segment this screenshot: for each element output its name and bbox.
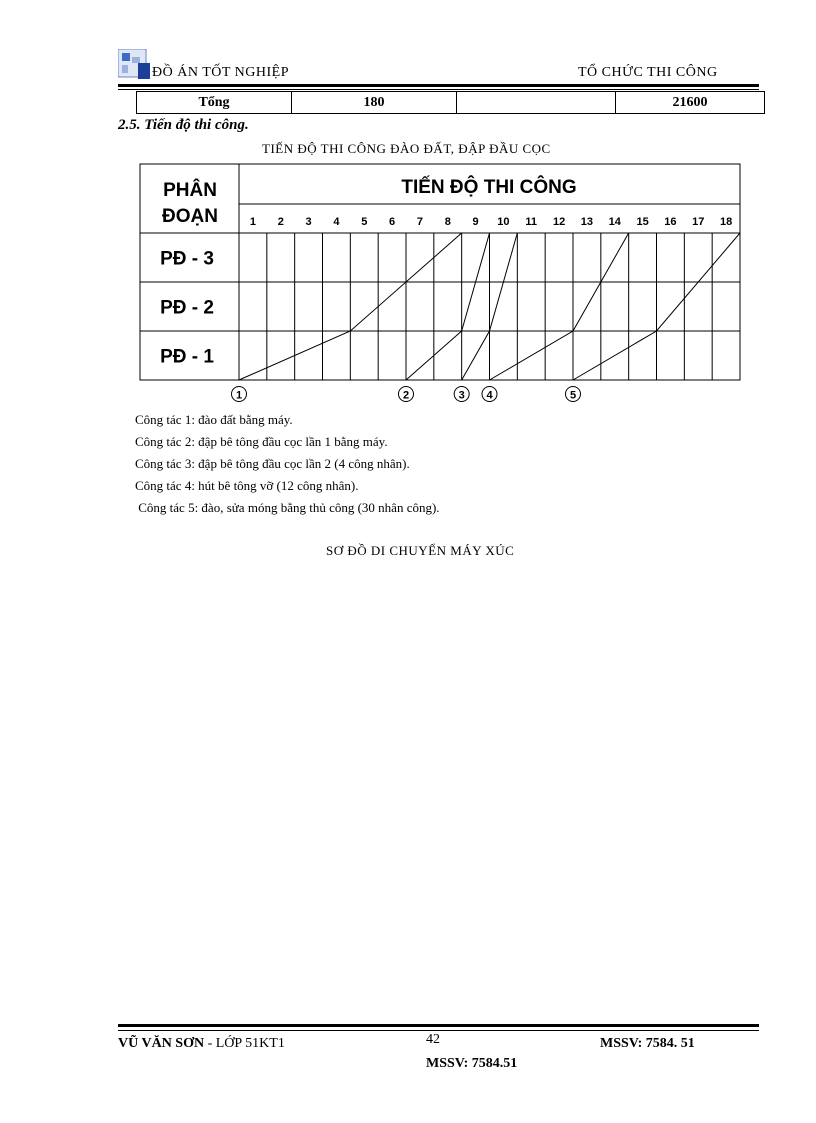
footer-student-id: MSSV: 7584. 51: [600, 1036, 695, 1051]
summary-value-1: 180: [292, 92, 457, 114]
summary-label: Tổng: [137, 92, 292, 114]
chart-title: TIẾN ĐỘ THI CÔNG ĐÀO ĐẤT, ĐẬP ĐẦU CỌC: [262, 141, 551, 156]
day-label: 9: [472, 216, 479, 228]
legend-task-4: Công tác 4: hút bê tông vỡ (12 công nhân).: [135, 478, 359, 493]
row-label: PĐ - 1: [160, 346, 214, 368]
page-number: 42: [426, 1032, 440, 1047]
task-line: [406, 233, 490, 380]
day-label: 8: [444, 216, 451, 228]
legend-task-5: Công tác 5: đào, sửa móng bằng thủ công (30 nhân công).: [135, 500, 440, 515]
task-marker-label: 5: [569, 389, 577, 402]
header-project-title: ĐỒ ÁN TỐT NGHIỆP: [152, 65, 289, 80]
footer-rule-thin: [118, 1030, 759, 1031]
schedule-chart: [0, 0, 816, 420]
day-label: 6: [389, 216, 396, 228]
day-label: 5: [361, 216, 368, 228]
row-label: PĐ - 2: [160, 297, 214, 319]
day-label: 2: [277, 216, 284, 228]
footer-rule-thick: [118, 1024, 759, 1027]
day-label: 10: [497, 216, 510, 228]
section-heading: 2.5. Tiến độ thi công.: [118, 117, 249, 133]
day-label: 17: [692, 216, 705, 228]
task-line: [490, 233, 629, 380]
task-marker-label: 2: [402, 389, 410, 402]
day-label: 15: [636, 216, 649, 228]
day-label: 1: [249, 216, 256, 228]
footer-student-id-secondary: MSSV: 7584.51: [426, 1056, 518, 1071]
schedule-header-title: TIẾN ĐỘ THI CÔNG: [401, 177, 577, 198]
task-markers: [232, 387, 581, 402]
legend-task-1: Công tác 1: đào đất bằng máy.: [135, 412, 293, 427]
author-class: - LỚP 51KT1: [204, 1036, 285, 1051]
column-header-line2: ĐOẠN: [162, 206, 218, 227]
summary-value-3: 21600: [616, 92, 765, 114]
legend-task-3: Công tác 3: đập bê tông đầu cọc lần 2 (4 công nhân).: [135, 456, 410, 471]
day-label: 4: [333, 216, 340, 228]
day-label: 18: [719, 216, 733, 228]
diagram-title: SƠ ĐỒ DI CHUYỂN MÁY XÚC: [326, 543, 515, 558]
day-label: 3: [305, 216, 312, 228]
footer-author: [118, 1036, 285, 1052]
day-label: 13: [580, 216, 594, 228]
day-label: 11: [525, 216, 538, 228]
header-chapter-title: TỔ CHỨC THI CÔNG: [578, 65, 718, 80]
legend-task-2: Công tác 2: đập bê tông đầu cọc lần 1 bằng máy.: [135, 434, 388, 449]
day-label: 16: [664, 216, 677, 228]
task-marker-label: 3: [458, 389, 465, 402]
author-name: VŨ VĂN SƠN: [118, 1036, 205, 1051]
task-marker-label: 1: [235, 389, 243, 402]
day-label: 12: [552, 216, 566, 228]
day-label: 7: [416, 216, 423, 228]
row-labels: [160, 249, 214, 368]
row-label: PĐ - 3: [160, 248, 214, 270]
task-marker-label: 4: [486, 389, 493, 402]
column-header-line1: PHÂN: [163, 180, 217, 201]
day-label: 14: [608, 216, 621, 228]
day-labels: [250, 216, 732, 228]
